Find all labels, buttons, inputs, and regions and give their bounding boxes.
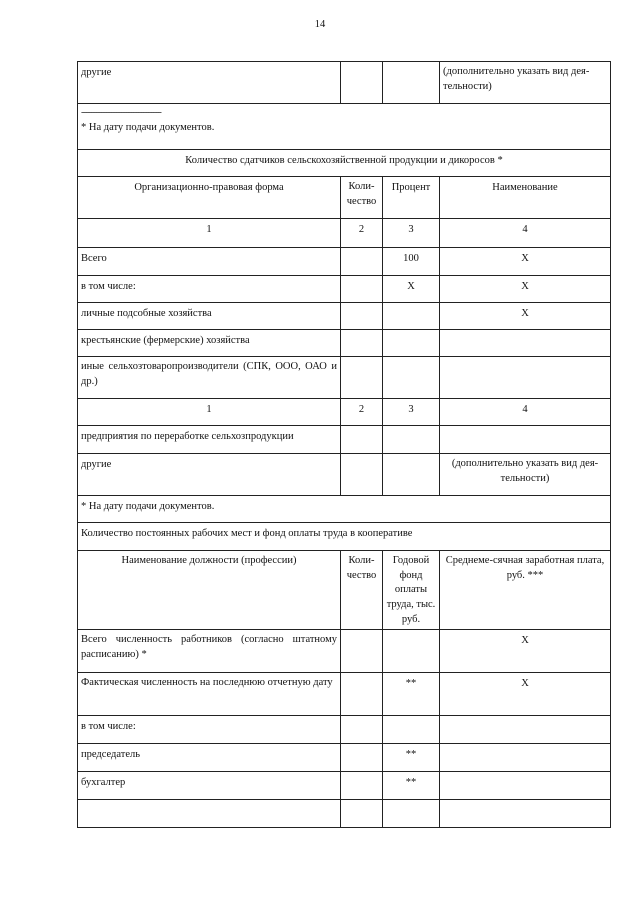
table-row [78,276,611,303]
row-label: другие [78,454,341,496]
name-cell: X [440,303,611,330]
table-row [78,800,611,828]
column-number: 3 [383,399,440,426]
column-number: 4 [440,219,611,248]
column-number: 4 [440,399,611,426]
table-row [78,330,611,357]
column-number: 1 [78,399,341,426]
section-title: Количество сдатчиков сельскохозяйственной продукции и дикоросов * [78,150,611,177]
column-header: Процент [383,177,440,219]
table-row [78,454,611,496]
name-cell [440,357,611,399]
column-number: 1 [78,219,341,248]
column-header: Наименование должности (профессии) [78,551,341,630]
row-label: Всего [78,248,341,276]
row-label: иные сельхозтоваропроизводители (СПК, ООО, ОАО и др.) [78,357,341,399]
column-number-row [78,219,611,248]
percent-cell [383,357,440,399]
column-header: Годовой фонд оплаты труда, тыс. руб. [383,551,440,630]
page-number: 14 [314,19,326,30]
table-row [78,630,611,673]
row-label: крестьянские (фермерские) хозяйства [78,330,341,357]
column-number: 2 [341,219,383,248]
table-row [78,673,611,716]
column-number: 2 [341,399,383,426]
header-row [78,177,611,219]
salary-cell: X [440,673,611,716]
fund-cell: ** [383,673,440,716]
footnote-row [78,496,611,523]
row-label: Всего численность работников (согласно штатному расписанию) * [78,630,341,673]
footnote-text: * На дату подачи документов. [78,496,611,523]
table-row [78,744,611,772]
row-label: предприятия по переработке сельхозпродукции [78,426,341,454]
table-row [78,716,611,744]
row-label: председатель [78,744,341,772]
column-number-row [78,399,611,426]
salary-cell: X [440,630,611,673]
row-label: в том числе: [78,276,341,303]
percent-cell: 100 [383,248,440,276]
column-header: Коли-чество [341,177,383,219]
footnote-row [78,104,611,150]
fund-cell: ** [383,744,440,772]
table-row [78,303,611,330]
footnote-text: * На дату подачи документов. [81,121,215,133]
row-label: другие [78,62,341,104]
name-cell: X [440,248,611,276]
row-note: (дополнительно указать вид дея-тельности) [440,454,611,496]
percent-cell: X [383,276,440,303]
row-note: (дополнительно указать вид дея-тельности) [440,62,611,104]
row-label: Фактическая численность на последнюю отчетную дату [78,673,341,716]
form-table [77,61,611,828]
table-row [78,426,611,454]
fund-cell: ** [383,772,440,800]
column-header: Наименование [440,177,611,219]
row-label: личные подсобные хозяйства [78,303,341,330]
header-row [78,551,611,630]
percent-cell [383,330,440,357]
row-label: в том числе: [78,716,341,744]
table-row [78,357,611,399]
section-title-row [78,523,611,551]
name-cell: X [440,276,611,303]
table-row [78,772,611,800]
percent-cell [383,303,440,330]
column-number: 3 [383,219,440,248]
column-header: Среднеме-сячная заработная плата, руб. *** [440,551,611,630]
section-title: Количество постоянных рабочих мест и фонд оплаты труда в кооперативе [78,523,611,551]
column-header: Коли-чество [341,551,383,630]
name-cell [440,330,611,357]
row-label [78,800,341,828]
column-header: Организационно-правовая форма [78,177,341,219]
table-row [78,62,611,104]
table-row [78,248,611,276]
row-label: бухгалтер [78,772,341,800]
section-title-row [78,150,611,177]
separator-line: -------------------------------- [81,107,161,118]
